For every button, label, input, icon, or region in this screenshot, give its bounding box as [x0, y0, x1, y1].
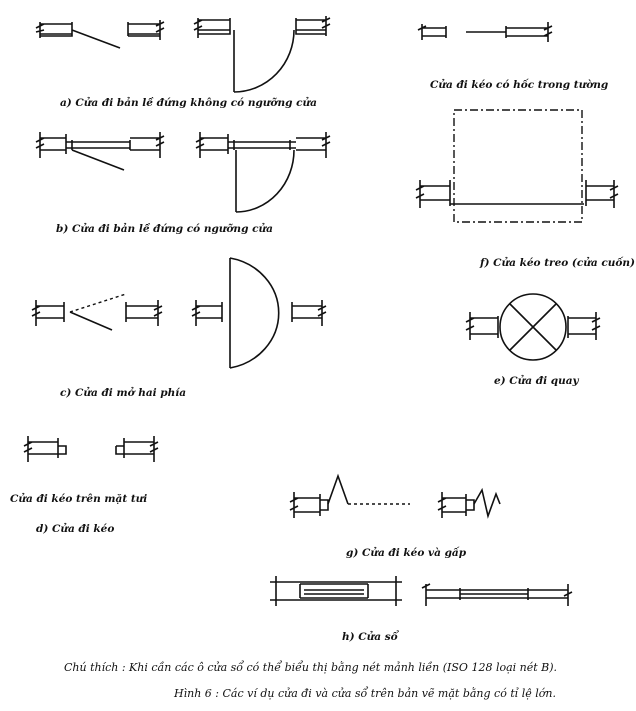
- caption-d: d) Cửa đi kéo: [36, 523, 115, 535]
- caption-c: c) Cửa đi mở hai phía: [60, 387, 187, 399]
- caption-e: e) Cửa đi quay: [494, 375, 579, 387]
- symbol-b-right: [196, 132, 330, 212]
- symbol-b-left: [36, 132, 164, 170]
- caption-d-sub: Cửa đi kéo trên mặt tưi: [10, 493, 148, 505]
- caption-h: h) Cửa sổ: [342, 631, 398, 643]
- caption-a: a) Cửa đi bản lề đứng không có ngưỡng cửa: [60, 97, 317, 109]
- symbol-e: [466, 294, 600, 360]
- symbol-h-left: [270, 576, 402, 606]
- footer-note: Chú thích : Khi cần các ô cửa sổ có thể biểu thị bằng nét mảnh liền (ISO 128 loại nét B).: [64, 661, 558, 674]
- symbol-g: [290, 476, 500, 518]
- caption-b: b) Cửa đi bản lề đứng có ngưỡng cửa: [56, 223, 273, 235]
- symbol-d: [24, 436, 158, 462]
- symbol-c-right: [192, 258, 326, 368]
- symbol-f: [416, 110, 618, 222]
- symbol-a-left: [36, 20, 164, 48]
- symbol-a-right: [194, 16, 330, 92]
- symbol-pocket-sliding: [418, 22, 552, 42]
- symbol-h-right: [422, 584, 572, 606]
- figure-caption: Hình 6 : Các ví dụ cửa đi và cửa sổ trên bản vẽ mặt bằng có tỉ lệ lớn.: [174, 687, 557, 700]
- caption-g: g) Cửa đi kéo và gấp: [346, 547, 467, 559]
- symbol-c-left: [32, 294, 162, 330]
- caption-pocket-sliding: Cửa đi kéo có hốc trong tường: [430, 79, 609, 91]
- caption-f: f) Cửa kéo treo (cửa cuốn): [480, 257, 636, 269]
